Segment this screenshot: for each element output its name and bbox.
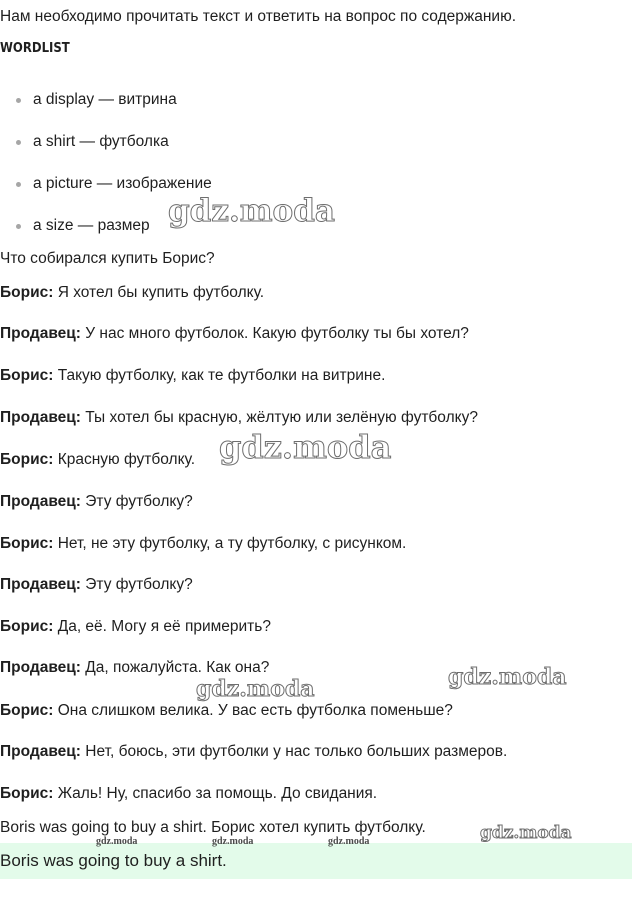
dialogue-line: [0, 576, 193, 594]
dialogue-text: Да, пожалуйста. Как она?: [80, 659, 270, 676]
speaker-name: Борис:: [0, 367, 54, 384]
watermark: gdz.moda: [96, 836, 138, 847]
dialogue-text: Эту футболку?: [80, 576, 193, 593]
speaker-name: Продавец:: [0, 743, 81, 760]
speaker-name: Продавец:: [0, 325, 81, 342]
answer-box: [0, 843, 632, 879]
wordlist-item-text: a shirt — футболка: [33, 133, 169, 150]
dialogue-line: [0, 451, 195, 469]
dialogue-text: Жаль! Ну, спасибо за помощь. До свидания.: [53, 785, 378, 802]
dialogue-line: [0, 618, 271, 636]
speaker-name: Борис:: [0, 785, 54, 802]
speaker-name: Борис:: [0, 284, 54, 301]
speaker-name: Продавец:: [0, 409, 81, 426]
dialogue-text: Красную футболку.: [53, 451, 196, 468]
dialogue-text: У нас много футболок. Какую футболку ты бы хотел?: [80, 325, 469, 342]
dialogue-line: [0, 409, 478, 427]
dialogue-text: Я хотел бы купить футболку.: [53, 284, 265, 301]
speaker-name: Борис:: [0, 535, 54, 552]
bullet-icon: [16, 140, 21, 145]
list-item: [0, 87, 212, 129]
watermark: gdz.moda: [448, 664, 567, 690]
dialogue-text: Эту футболку?: [80, 493, 193, 510]
dialogue-line: [0, 743, 507, 761]
wordlist-item-text: a display — витрина: [33, 91, 177, 108]
dialogue-line: [0, 702, 453, 720]
dialogue-line: [0, 493, 193, 511]
wordlist: [0, 87, 212, 255]
dialogue-line: [0, 284, 264, 302]
answer-box-text: Boris was going to buy a shirt.: [0, 851, 227, 870]
dialogue-line: [0, 325, 469, 343]
dialogue-line: [0, 535, 406, 553]
speaker-name: Борис:: [0, 702, 54, 719]
dialogue-text: Такую футболку, как те футболки на витрине.: [53, 367, 386, 384]
dialogue-text: Нет, не эту футболку, а ту футболку, с рисунком.: [53, 535, 407, 552]
speaker-name: Борис:: [0, 451, 54, 468]
answer-sentence: Boris was going to buy a shirt. Борис хотел купить футболку.: [0, 819, 426, 836]
dialogue-line: [0, 659, 269, 677]
list-item: [0, 129, 212, 171]
dialogue-line: [0, 785, 377, 803]
question-text: Что собирался купить Борис?: [0, 250, 215, 267]
dialogue-line: [0, 367, 385, 385]
bullet-icon: [16, 98, 21, 103]
watermark: gdz.moda: [328, 836, 370, 847]
bullet-icon: [16, 224, 21, 229]
wordlist-item-text: a size — размер: [33, 217, 150, 234]
watermark: gdz.moda: [212, 836, 254, 847]
dialogue-text: Ты хотел бы красную, жёлтую или зелёную футболку?: [80, 409, 478, 426]
dialogue-text: Она слишком велика. У вас есть футболка поменьше?: [53, 702, 453, 719]
speaker-name: Борис:: [0, 618, 54, 635]
watermark: gdz.moda: [480, 823, 572, 843]
wordlist-heading: WORDLIST: [0, 41, 70, 56]
dialogue-text: Нет, боюсь, эти футболки у нас только больших размеров.: [80, 743, 508, 760]
speaker-name: Продавец:: [0, 659, 81, 676]
watermark: gdz.moda: [168, 193, 335, 229]
speaker-name: Продавец:: [0, 576, 81, 593]
watermark: gdz.moda: [196, 676, 315, 702]
dialogue-text: Да, её. Могу я её примерить?: [53, 618, 271, 635]
intro-text: Нам необходимо прочитать текст и ответить на вопрос по содержанию.: [0, 8, 517, 25]
wordlist-item-text: a picture — изображение: [33, 175, 212, 192]
watermark: gdz.moda: [219, 428, 392, 466]
bullet-icon: [16, 182, 21, 187]
speaker-name: Продавец:: [0, 493, 81, 510]
